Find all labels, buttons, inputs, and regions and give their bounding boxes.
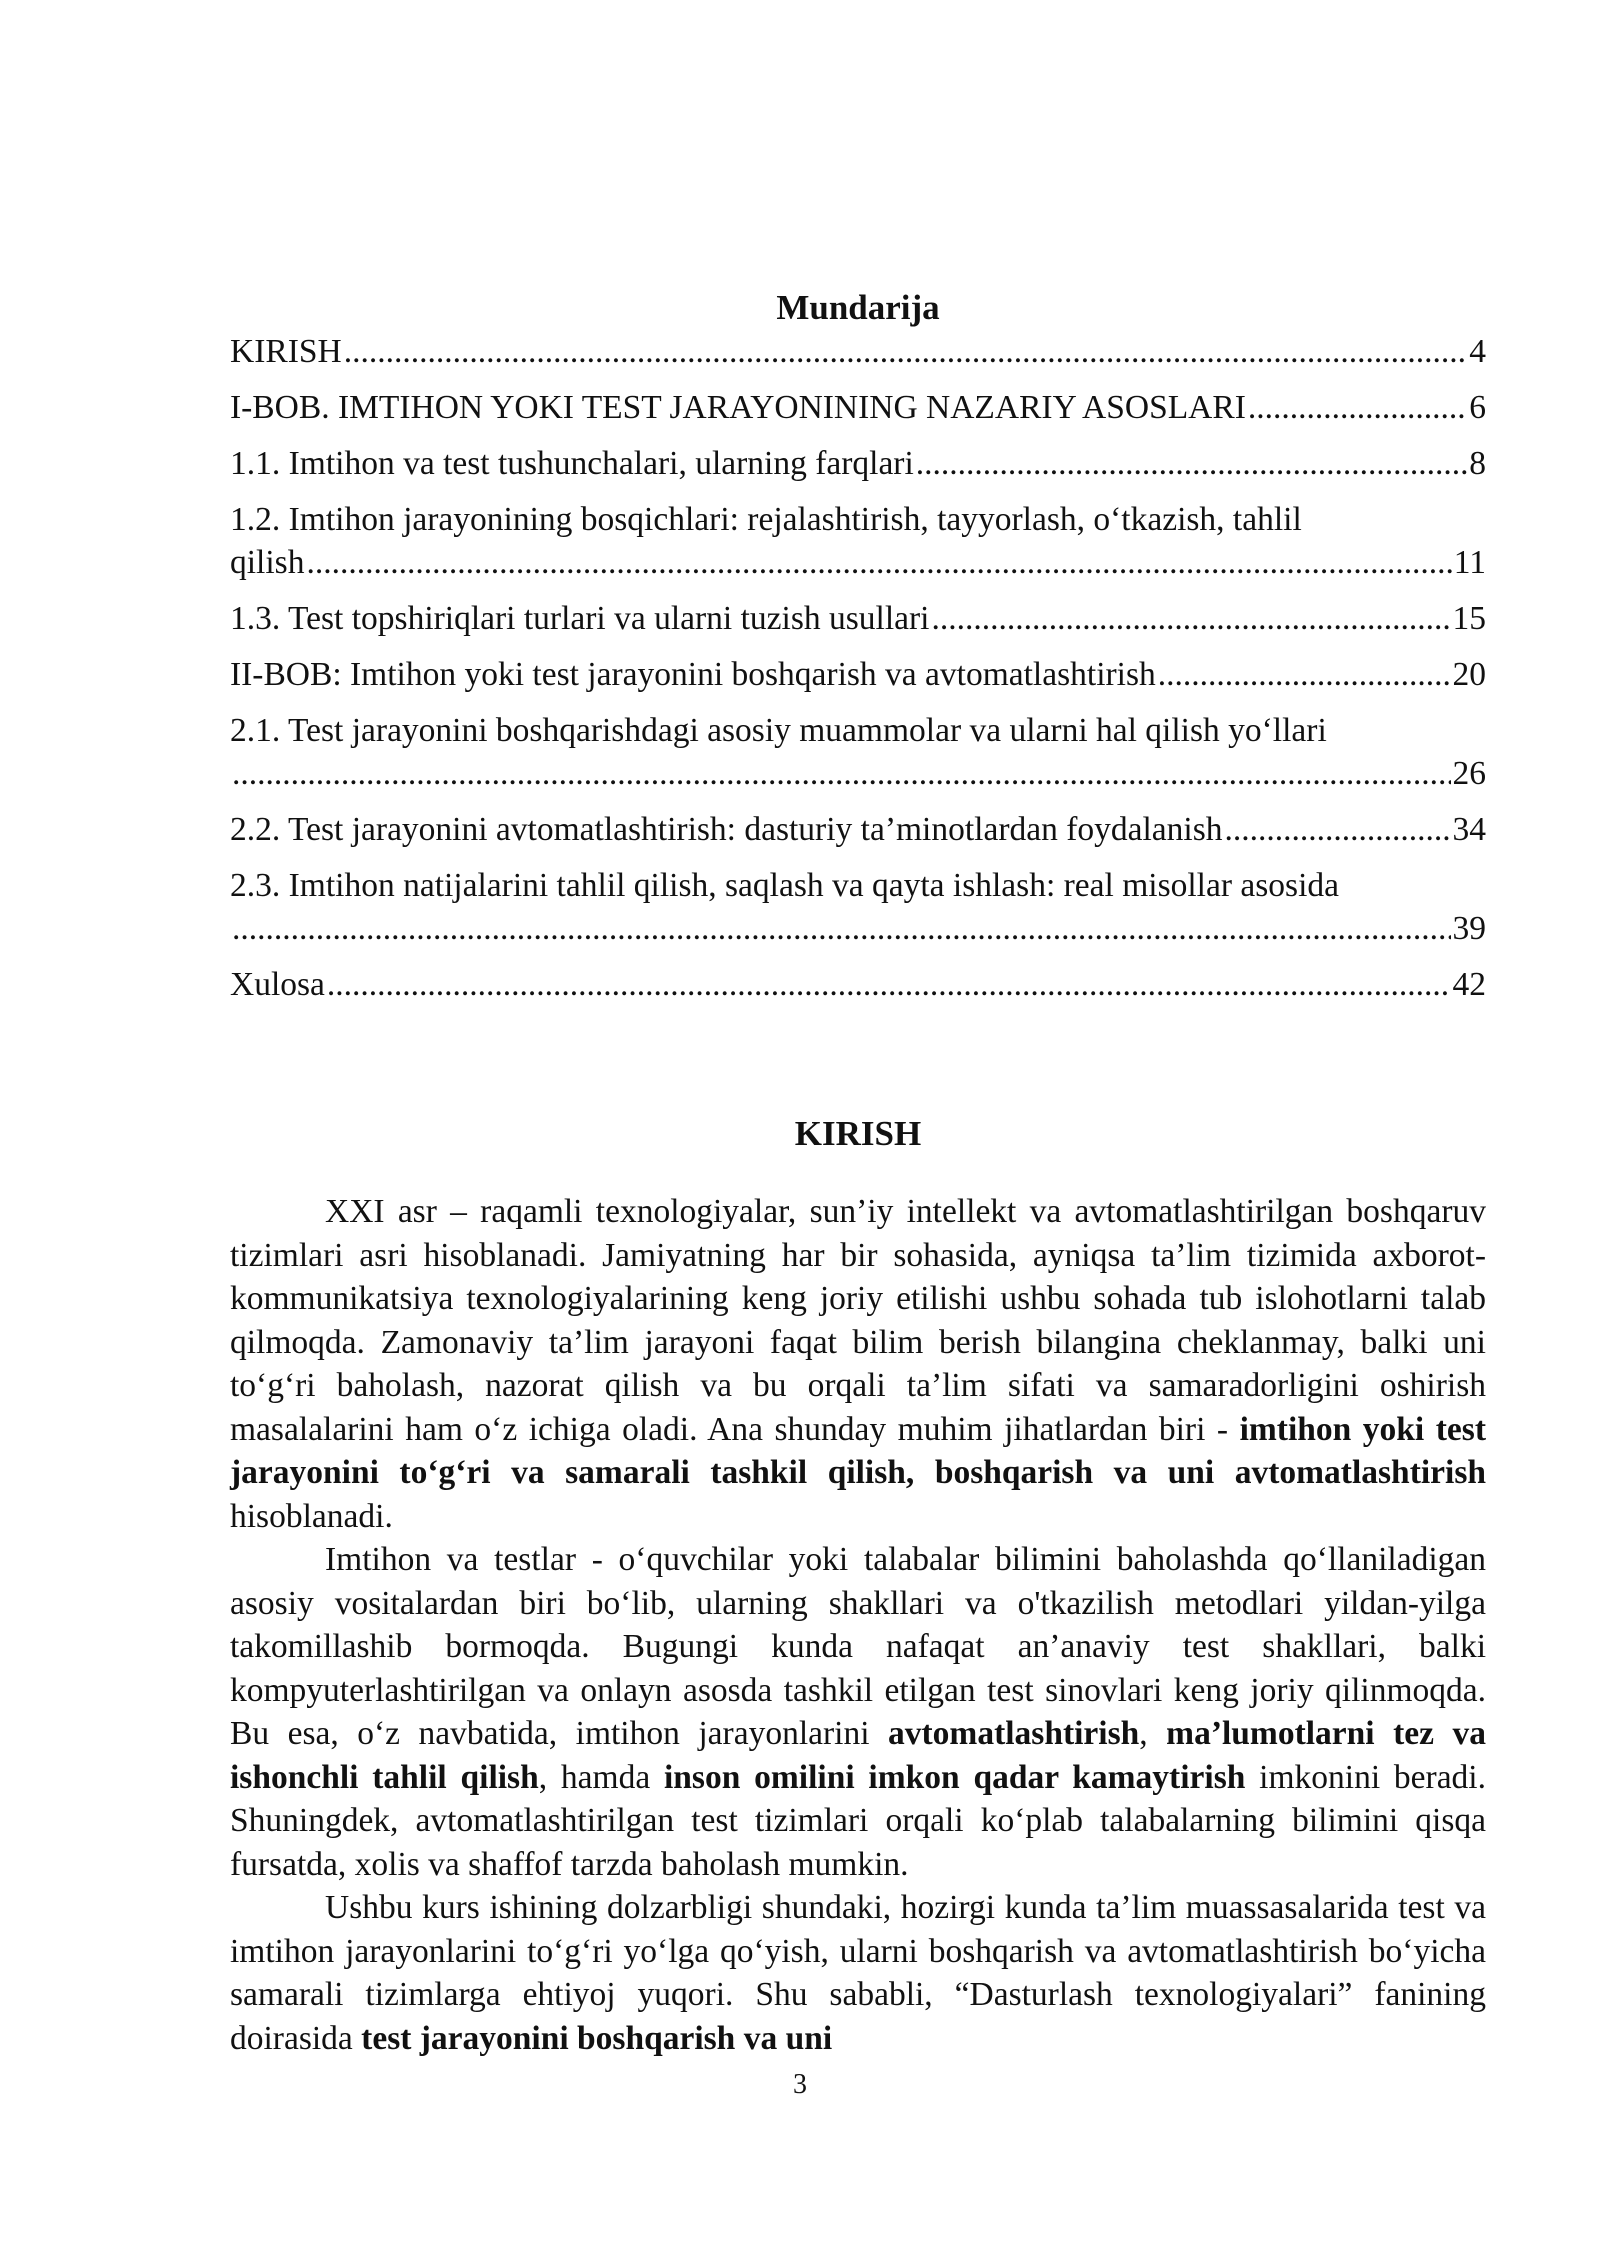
- toc-leader-dots: [1248, 386, 1467, 429]
- intro-body: [230, 1190, 1486, 2060]
- toc-entry-page: 42: [1452, 966, 1486, 1003]
- toc-leader-dots: [232, 752, 1451, 795]
- toc-entry-label: 1.2. Imtihon jarayonining bosqichlari: rejalashtirish, tayyorlash, o‘tkazish, tahlil: [230, 501, 1302, 538]
- paragraph-text: Ushbu kurs ishining dolzarbligi shundaki, hozirgi kunda ta’lim muassasalarida test va imtihon jarayonlarini to‘g‘ri yo‘lga qo‘yish, ularni boshqarish va avtomatlashtirish bo‘yicha samarali tizimlarga ehtiyoj yuqori. Shu sababli, “Dasturlash texnologiyalari” fanining doirasida: [230, 1889, 1486, 2057]
- toc-entry[interactable]: [230, 386, 1486, 429]
- toc-entry-label: 2.1. Test jarayonini boshqarishdagi asosiy muammolar va ularni hal qilish yo‘llari: [230, 712, 1327, 749]
- toc-entry[interactable]: [230, 498, 1486, 584]
- toc-entry[interactable]: [230, 597, 1486, 640]
- toc-leader-dots: [931, 597, 1450, 640]
- bold-text: avtomatlashtirish: [888, 1715, 1140, 1752]
- page-number: 3: [793, 2069, 807, 2100]
- paragraph: [230, 1190, 1486, 1538]
- toc-entry-label: II-BOB: Imtihon yoki test jarayonini boshqarish va avtomatlashtirish: [230, 656, 1156, 693]
- toc-leader-dots: [232, 907, 1451, 950]
- toc-entry[interactable]: [230, 330, 1486, 373]
- paragraph-text: ,: [1139, 1715, 1167, 1752]
- toc-title: Mundarija: [776, 288, 940, 327]
- toc-leader-dots: [1158, 653, 1451, 696]
- toc-entry-label-cont: qilish: [230, 544, 305, 581]
- toc-entry-page: 34: [1452, 811, 1486, 848]
- toc-entry-label: 1.1. Imtihon va test tushunchalari, ularning farqlari: [230, 445, 914, 482]
- toc-entry-page: 26: [1452, 755, 1486, 792]
- section-title: KIRISH: [794, 1114, 922, 1153]
- bold-text: inson omilini imkon qadar kamaytirish: [663, 1758, 1246, 1796]
- bold-text: ma’lumotlarni tez va ishonchli tahlil qilish: [230, 1715, 1487, 1796]
- toc-entry-label: 2.3. Imtihon natijalarini tahlil qilish, saqlash va qayta ishlash: real misollar asosida: [230, 867, 1340, 904]
- bold-text: test jarayonini boshqarish va uni: [361, 2019, 833, 2057]
- paragraph-text: Imtihon va testlar - o‘quvchilar yoki talabalar bilimini baholashda qo‘llaniladigan asosiy vositalardan biri bo‘lib, ularning shakllari va o'tkazilish metodlari yildan-yilga takomillashib bormoqda. Bugungi kunda nafaqat an’anaviy test shakllari, balki kompyuterlashtirilgan va onlayn asosda tashkil etilgan test sinovlari keng joriy qilinmoqda. Bu esa, o‘z navbatida, imtihon jarayonlarini: [230, 1541, 1486, 1752]
- toc-entry-label: 2.2. Test jarayonini avtomatlashtirish: dasturiy ta’minotlardan foydalanish: [230, 811, 1223, 848]
- toc-entry-label: Xulosa: [230, 966, 325, 1003]
- toc-entry[interactable]: [230, 442, 1486, 485]
- toc-entry-label: KIRISH: [230, 333, 342, 370]
- toc-entry-page: 15: [1452, 600, 1486, 637]
- toc-entry[interactable]: [230, 653, 1486, 696]
- toc-entry-page: 39: [1452, 910, 1486, 947]
- toc-entry-page: 20: [1452, 656, 1486, 693]
- paragraph-text: hisoblanadi.: [230, 1497, 393, 1535]
- toc-entry[interactable]: [230, 808, 1486, 851]
- paragraph: [230, 1886, 1486, 2060]
- toc-entry-page: 11: [1453, 544, 1486, 581]
- toc-entry[interactable]: [230, 864, 1486, 950]
- toc-entry-page: 6: [1469, 389, 1486, 426]
- toc-leader-dots: [1225, 808, 1451, 851]
- bold-text: imtihon yoki test jarayonini to‘g‘ri va samarali tashkil qilish, boshqarish va uni avtomatlashtirish: [230, 1410, 1486, 1491]
- toc-entry[interactable]: [230, 709, 1486, 795]
- toc-entry[interactable]: [230, 963, 1486, 1006]
- toc-leader-dots: [344, 330, 1468, 373]
- paragraph-text: , hamda: [538, 1758, 664, 1796]
- paragraph: [230, 1538, 1486, 1886]
- paragraph-text: XXI asr – raqamli texnologiyalar, sun’iy intellekt va avtomatlashtirilgan boshqaruv tizimlari asri hisoblanadi. Jamiyatning har bir sohasida, ayniqsa ta’lim tizimida axborot-kommunikatsiya texnologiyalarining keng joriy etilishi ushbu sohada tub islohotlarni talab qilmoqda. Zamonaviy ta’lim jarayoni faqat bilim berish bilangina cheklanmay, balki uni to‘g‘ri baholash, nazorat qilish va bu orqali ta’lim sifati va samaradorligini oshirish masalalarini ham o‘z ichiga oladi. Ana shunday muhim jihatlardan biri -: [230, 1193, 1486, 1448]
- table-of-contents: [230, 330, 1486, 1019]
- toc-entry-page: 8: [1469, 445, 1486, 482]
- toc-leader-dots: [916, 442, 1467, 485]
- paragraph-text: imkonini beradi. Shuningdek, avtomatlashtirilgan test tizimlari orqali ko‘plab talabalarning bilimini qisqa fursatda, xolis va shaffof tarzda baholash mumkin.: [230, 1758, 1486, 1883]
- toc-entry-label: 1.3. Test topshiriqlari turlari va ularni tuzish usullari: [230, 600, 930, 637]
- toc-entry-label: I-BOB. IMTIHON YOKI TEST JARAYONINING NAZARIY ASOSLARI: [230, 389, 1246, 426]
- toc-entry-page: 4: [1469, 333, 1486, 370]
- toc-leader-dots: [306, 541, 1451, 584]
- toc-leader-dots: [327, 963, 1451, 1006]
